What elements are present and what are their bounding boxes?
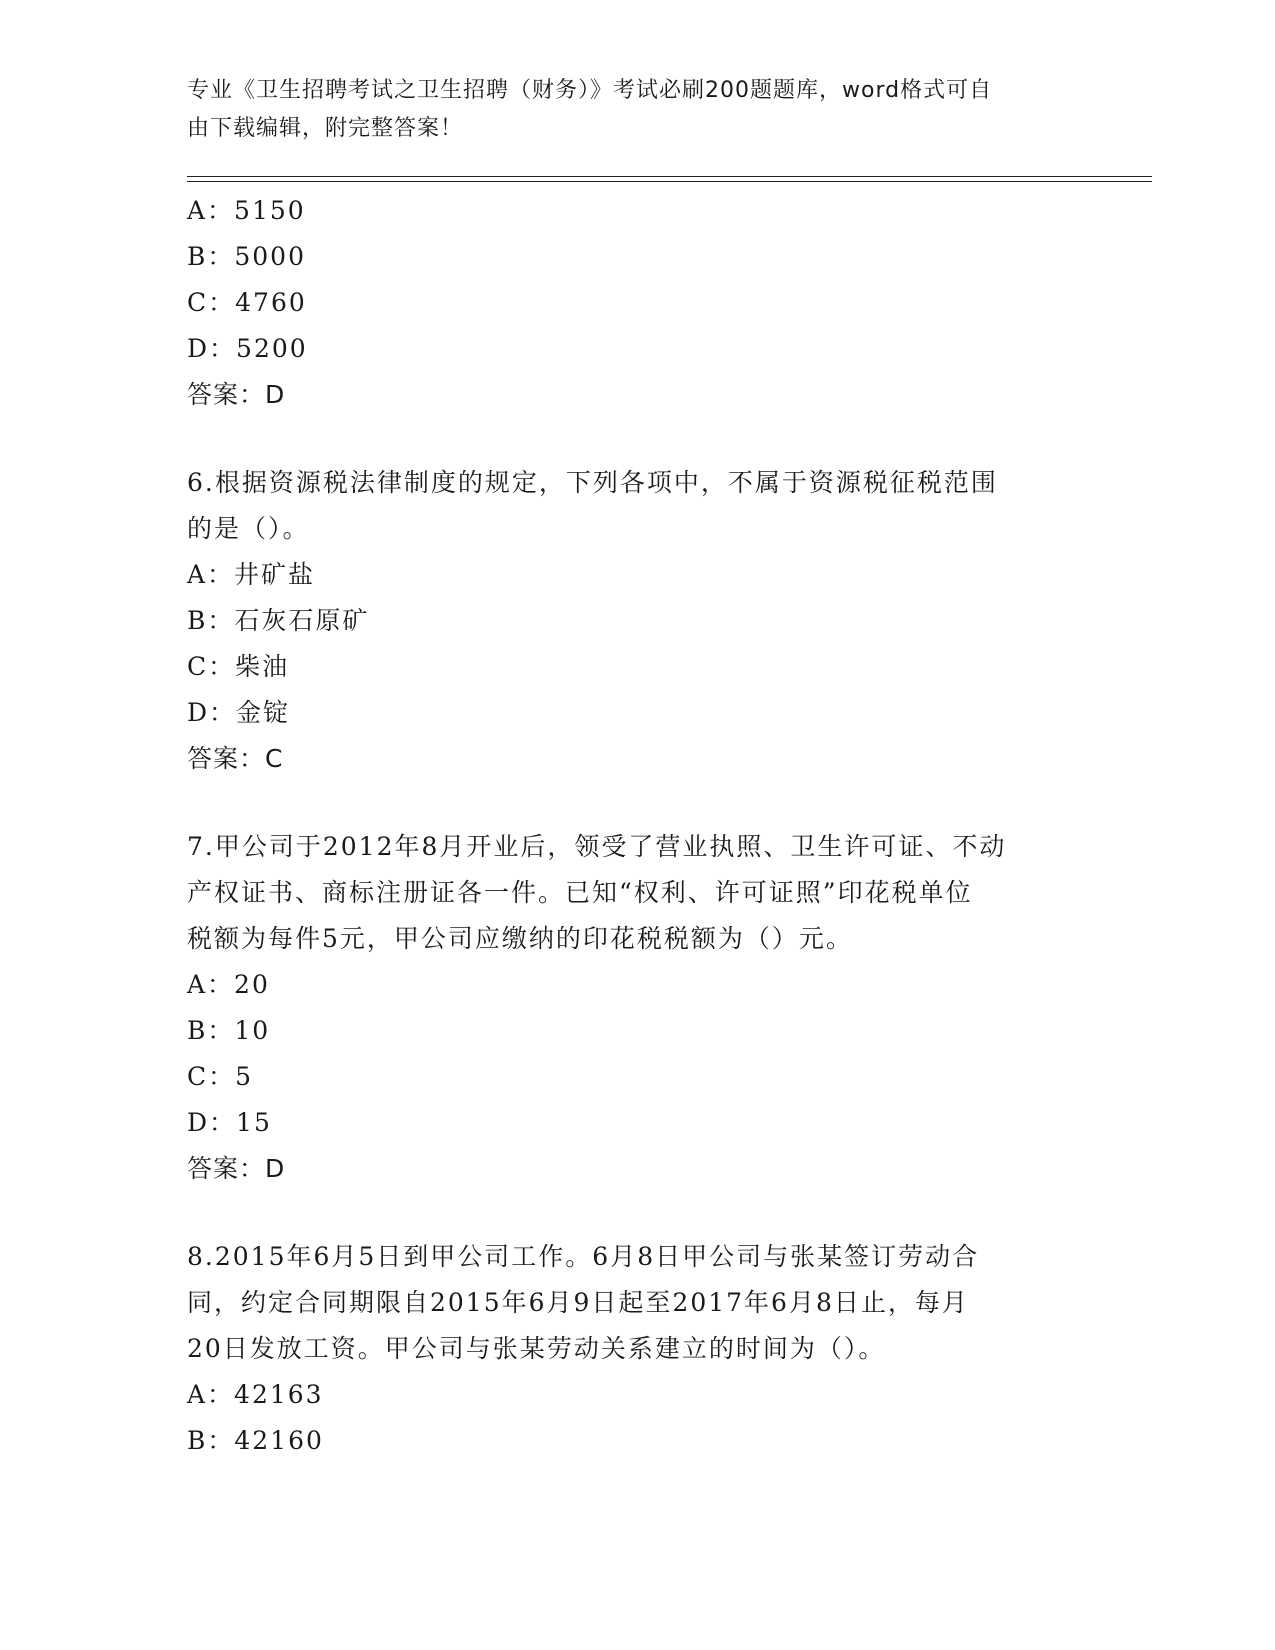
answer-line: 答案：D <box>187 1154 286 1183</box>
header-divider-top <box>187 176 1152 177</box>
option-a: A：5150 <box>187 196 306 225</box>
question-8-block <box>187 1234 1087 1464</box>
question-text: 8.2015年6月5日到甲公司工作。6月8日甲公司与张某签订劳动合 <box>187 1242 980 1271</box>
option-b: B：42160 <box>187 1426 324 1455</box>
document-header <box>187 72 1067 148</box>
option-b: B：5000 <box>187 242 306 271</box>
header-divider-bottom <box>187 181 1152 182</box>
option-d: D：5200 <box>187 334 308 363</box>
option-d: D：金锭 <box>187 698 291 727</box>
question-text: 6.根据资源税法律制度的规定，下列各项中，不属于资源税征税范围 <box>187 468 998 497</box>
header-line-2: 由下载编辑，附完整答案！ <box>187 116 464 141</box>
option-a: A：井矿盐 <box>187 560 316 589</box>
question-7-block <box>187 824 1087 1192</box>
question-6-block <box>187 460 1087 782</box>
option-b: B：10 <box>187 1016 271 1045</box>
answer-line: 答案：C <box>187 744 284 773</box>
option-d: D：15 <box>187 1108 272 1137</box>
answer-line: 答案：D <box>187 380 286 409</box>
option-c: C：4760 <box>187 288 307 317</box>
question-text: 7.甲公司于2012年8月开业后，领受了营业执照、卫生许可证、不动 <box>187 832 1007 861</box>
option-a: A：42163 <box>187 1380 324 1409</box>
question-text: 的是（）。 <box>187 514 310 543</box>
question-5-block <box>187 188 1087 418</box>
question-text: 20日发放工资。甲公司与张某劳动关系建立的时间为（）。 <box>187 1334 886 1363</box>
question-text: 同，约定合同期限自2015年6月9日起至2017年6月8日止，每月 <box>187 1288 969 1317</box>
question-content <box>187 188 1087 1464</box>
header-line-1: 专业《卫生招聘考试之卫生招聘（财务）》考试必刷200题题库，word格式可自 <box>187 78 993 103</box>
option-b: B：石灰石原矿 <box>187 606 370 635</box>
option-a: A：20 <box>187 970 270 999</box>
question-text: 税额为每件5元，甲公司应缴纳的印花税税额为（）元。 <box>187 924 853 953</box>
option-c: C：柴油 <box>187 652 290 681</box>
option-c: C：5 <box>187 1062 254 1091</box>
question-text: 产权证书、商标注册证各一件。已知“权利、许可证照”印花税单位 <box>187 878 973 907</box>
